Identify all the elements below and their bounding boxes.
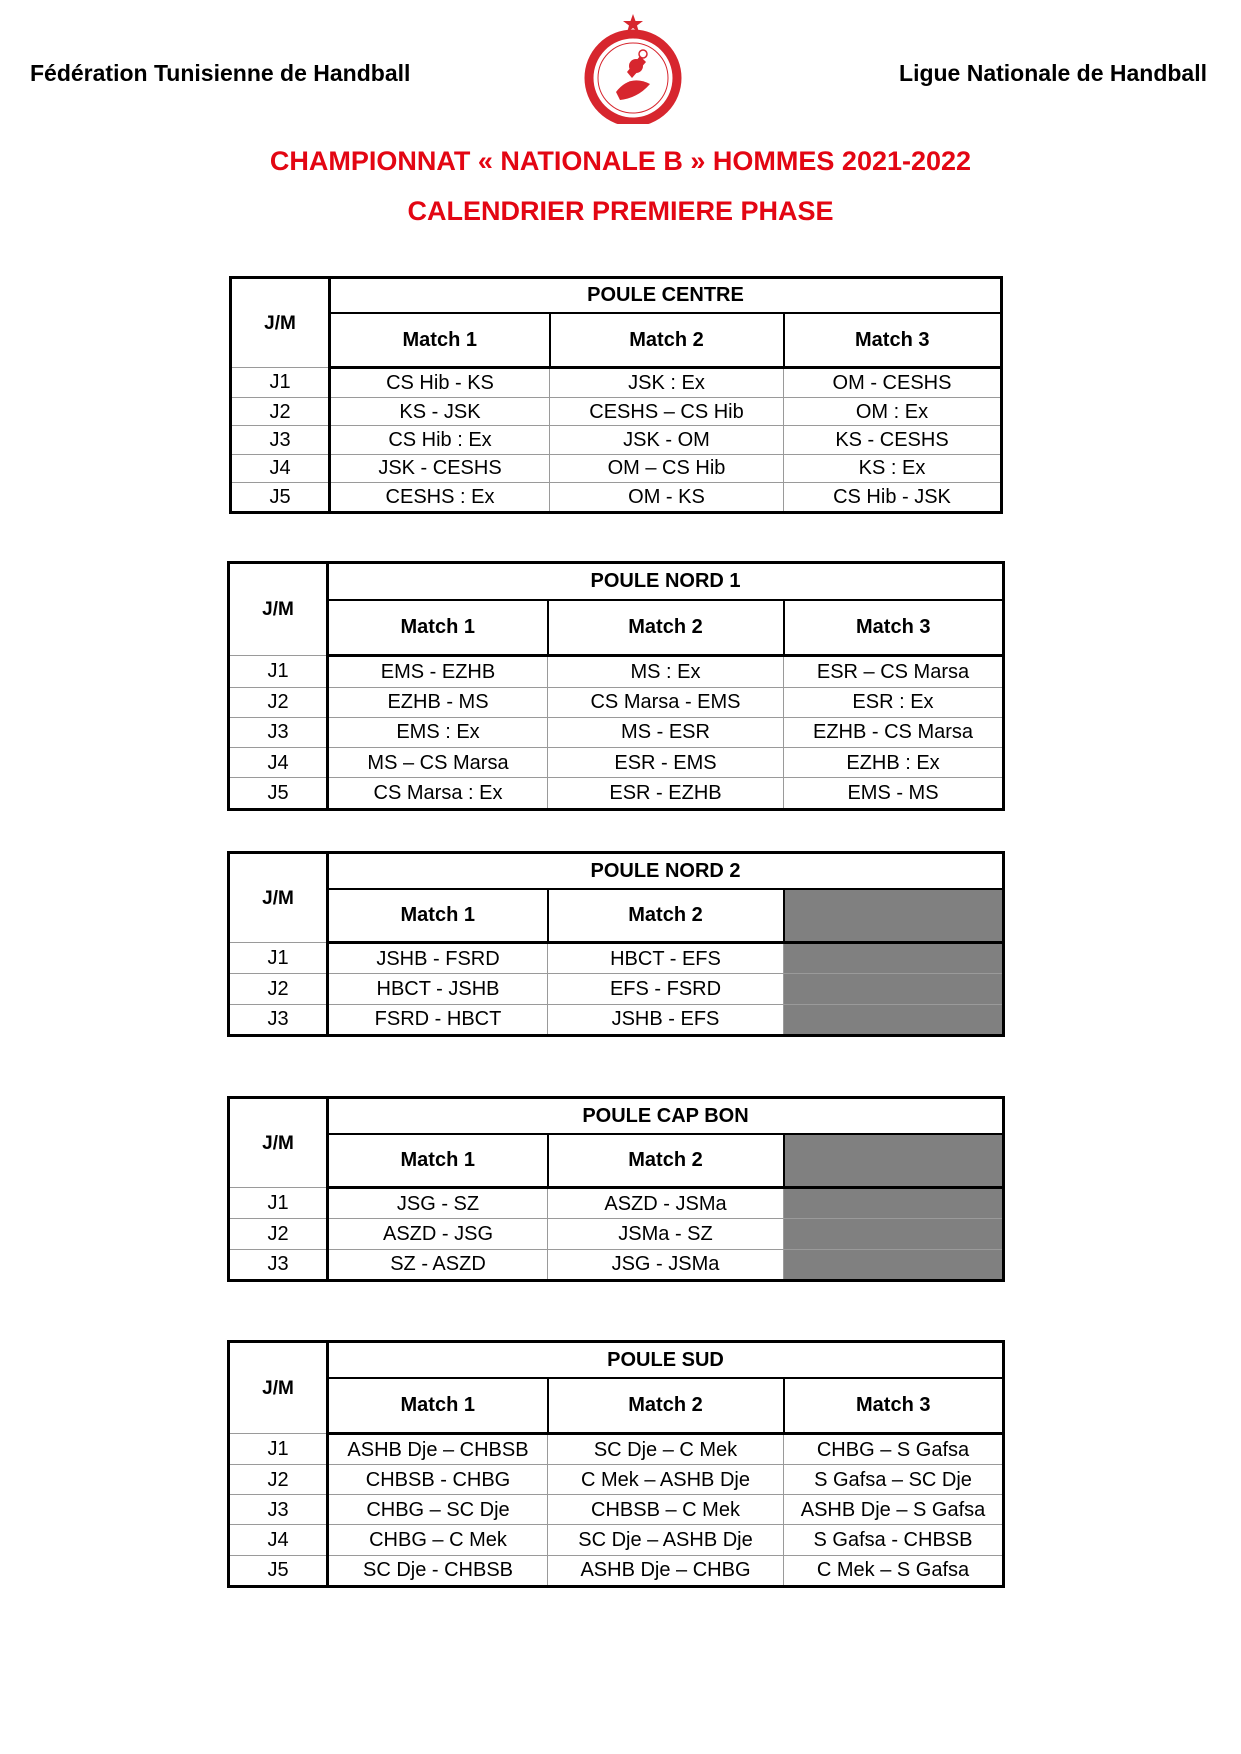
day-cell: J1 (229, 656, 328, 688)
jm-header: J/M (231, 278, 330, 368)
match-header: Match 1 (328, 889, 548, 943)
poule-name: POULE CENTRE (330, 278, 1002, 313)
match-cell: ASHB Dje – CHBSB (328, 1434, 548, 1465)
poule-centre-table (229, 276, 1003, 514)
empty-match-cell (784, 943, 1004, 974)
day-cell: J4 (231, 454, 330, 482)
match-cell: SC Dje – C Mek (548, 1434, 784, 1465)
match-header: Match 1 (328, 600, 548, 656)
match-header: Match 2 (548, 889, 784, 943)
match-cell: ASZD - JSMa (548, 1188, 784, 1219)
day-cell: J5 (229, 1555, 328, 1587)
table-row (229, 1188, 1004, 1219)
match-cell: SC Dje – ASHB Dje (548, 1525, 784, 1555)
poule-name: POULE CAP BON (328, 1098, 1004, 1134)
table-row (231, 426, 1002, 454)
day-cell: J3 (231, 426, 330, 454)
match-cell: JSK - CESHS (330, 454, 550, 482)
table-row (231, 397, 1002, 425)
table-row (229, 1555, 1004, 1587)
match-cell: CS Hib : Ex (330, 426, 550, 454)
table-row (229, 1495, 1004, 1525)
match-cell: CHBSB – C Mek (548, 1495, 784, 1525)
day-cell: J2 (229, 1465, 328, 1495)
table-row (229, 1525, 1004, 1555)
match-cell: EFS - FSRD (548, 974, 784, 1004)
match-cell: ESR - EMS (548, 748, 784, 778)
match-header: Match 1 (330, 313, 550, 368)
day-cell: J5 (229, 778, 328, 810)
championship-title: CHAMPIONNAT « NATIONALE B » HOMMES 2021-2022 (269, 146, 972, 176)
match-header: Match 3 (784, 1378, 1004, 1434)
day-cell: J4 (229, 1525, 328, 1555)
match-cell: JSHB - FSRD (328, 943, 548, 974)
match-cell: OM – CS Hib (550, 454, 784, 482)
poule-cap-bon-table (227, 1096, 1005, 1282)
match-cell: JSMa - SZ (548, 1219, 784, 1249)
day-cell: J4 (229, 748, 328, 778)
match-header: Match 1 (328, 1378, 548, 1434)
match-cell: CHBG – S Gafsa (784, 1434, 1004, 1465)
table-row (229, 778, 1004, 810)
day-cell: J2 (229, 687, 328, 717)
match-cell: CS Marsa : Ex (328, 778, 548, 810)
match-header: Match 2 (548, 1134, 784, 1188)
day-cell: J1 (231, 368, 330, 398)
table-row (229, 1465, 1004, 1495)
empty-match-cell (784, 1249, 1004, 1281)
match-cell: EMS : Ex (328, 717, 548, 747)
match-cell: EMS - MS (784, 778, 1004, 810)
table-row (229, 687, 1004, 717)
poule-name: POULE NORD 1 (328, 563, 1004, 600)
empty-match-cell (784, 1004, 1004, 1036)
match-header: Match 3 (784, 600, 1004, 656)
table-row (229, 974, 1004, 1004)
day-cell: J2 (229, 1219, 328, 1249)
empty-match-cell (784, 974, 1004, 1004)
day-cell: J1 (229, 1188, 328, 1219)
match-cell: KS - CESHS (784, 426, 1002, 454)
match-cell: JSK - OM (550, 426, 784, 454)
federation-name: Fédération Tunisienne de Handball (30, 60, 411, 86)
match-cell: ASHB Dje – S Gafsa (784, 1495, 1004, 1525)
match-cell: MS – CS Marsa (328, 748, 548, 778)
match-cell: ASHB Dje – CHBG (548, 1555, 784, 1587)
day-cell: J1 (229, 1434, 328, 1465)
match-cell: CHBG – SC Dje (328, 1495, 548, 1525)
poule-sud-table (227, 1340, 1005, 1588)
match-cell: CESHS : Ex (330, 483, 550, 513)
table-row (229, 748, 1004, 778)
match-cell: EZHB : Ex (784, 748, 1004, 778)
match-cell: EZHB - MS (328, 687, 548, 717)
match-cell: S Gafsa - CHBSB (784, 1525, 1004, 1555)
match-cell: C Mek – S Gafsa (784, 1555, 1004, 1587)
match-header: Match 2 (548, 1378, 784, 1434)
federation-logo (580, 12, 686, 124)
poule-name: POULE NORD 2 (328, 853, 1004, 889)
table-row (229, 1004, 1004, 1036)
match-cell: MS - ESR (548, 717, 784, 747)
match-cell: JSHB - EFS (548, 1004, 784, 1036)
day-cell: J3 (229, 1249, 328, 1281)
match-cell: JSK : Ex (550, 368, 784, 398)
day-cell: J3 (229, 717, 328, 747)
day-cell: J5 (231, 483, 330, 513)
jm-header: J/M (229, 1342, 328, 1434)
match-cell: S Gafsa – SC Dje (784, 1465, 1004, 1495)
match-cell: CS Hib - JSK (784, 483, 1002, 513)
match-cell: HBCT - EFS (548, 943, 784, 974)
match-cell: EMS - EZHB (328, 656, 548, 688)
match-cell: OM : Ex (784, 397, 1002, 425)
table-row (231, 454, 1002, 482)
match-cell: ESR – CS Marsa (784, 656, 1004, 688)
poule-nord1-table (227, 561, 1005, 811)
table-row (229, 656, 1004, 688)
match-cell: KS - JSK (330, 397, 550, 425)
league-name: Ligue Nationale de Handball (899, 60, 1207, 86)
match-header: Match 2 (548, 600, 784, 656)
match-cell: SC Dje - CHBSB (328, 1555, 548, 1587)
match-cell: OM - CESHS (784, 368, 1002, 398)
table-row (229, 717, 1004, 747)
match-cell: CHBG – C Mek (328, 1525, 548, 1555)
poule-name: POULE SUD (328, 1342, 1004, 1378)
day-cell: J3 (229, 1004, 328, 1036)
match-cell: FSRD - HBCT (328, 1004, 548, 1036)
day-cell: J1 (229, 943, 328, 974)
match-cell: CS Marsa - EMS (548, 687, 784, 717)
empty-match-cell (784, 1219, 1004, 1249)
match-cell: HBCT - JSHB (328, 974, 548, 1004)
day-cell: J2 (229, 974, 328, 1004)
match-cell: CHBSB - CHBG (328, 1465, 548, 1495)
match-cell: OM - KS (550, 483, 784, 513)
match-cell: ESR : Ex (784, 687, 1004, 717)
jm-header: J/M (229, 1098, 328, 1188)
match-cell: ASZD - JSG (328, 1219, 548, 1249)
match-cell: KS : Ex (784, 454, 1002, 482)
match-header: Match 3 (784, 313, 1002, 368)
jm-header: J/M (229, 563, 328, 656)
match-cell: MS : Ex (548, 656, 784, 688)
match-cell: CESHS – CS Hib (550, 397, 784, 425)
empty-match-cell (784, 1188, 1004, 1219)
day-cell: J2 (231, 397, 330, 425)
table-row (229, 943, 1004, 974)
match-header: Match 2 (550, 313, 784, 368)
empty-match-cell (784, 1134, 1004, 1188)
match-cell: CS Hib - KS (330, 368, 550, 398)
table-row (231, 368, 1002, 398)
table-row (231, 483, 1002, 513)
table-row (229, 1219, 1004, 1249)
empty-match-cell (784, 889, 1004, 943)
match-cell: SZ - ASZD (328, 1249, 548, 1281)
match-cell: JSG - JSMa (548, 1249, 784, 1281)
table-row (229, 1434, 1004, 1465)
match-cell: ESR - EZHB (548, 778, 784, 810)
match-cell: EZHB - CS Marsa (784, 717, 1004, 747)
match-header: Match 1 (328, 1134, 548, 1188)
poule-nord2-table (227, 851, 1005, 1037)
table-row (229, 1249, 1004, 1281)
day-cell: J3 (229, 1495, 328, 1525)
match-cell: JSG - SZ (328, 1188, 548, 1219)
jm-header: J/M (229, 853, 328, 943)
calendar-subtitle: CALENDRIER PREMIERE PHASE (407, 196, 834, 226)
match-cell: C Mek – ASHB Dje (548, 1465, 784, 1495)
